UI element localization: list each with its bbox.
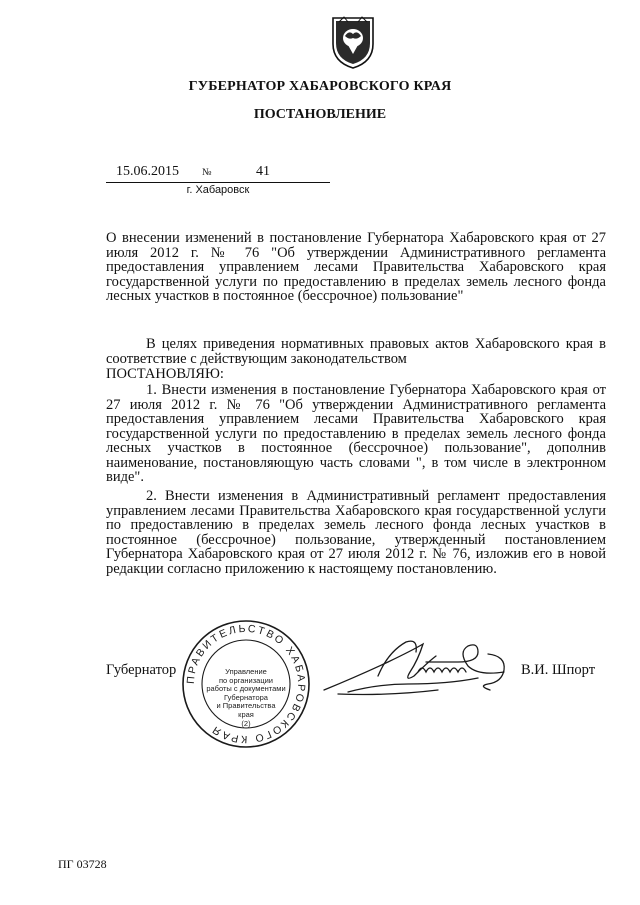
stamp-line: работы с документами: [206, 684, 286, 694]
stamp-line: Губернатора: [224, 692, 268, 702]
stamp-line: (2): [241, 718, 251, 728]
form-code: ПГ 03728: [58, 857, 107, 871]
item-1-paragraph: 1. Внести изменения в постановление Губернатора Хабаровского края от 27 июля 2012 г. № 76 "Об утверждении Административного регламента предоставления управлением лесами Правительства Хабаровского края государственной услуги по предоставлению в пределах земель лесного фонда лесных участков в постоянное (бессрочное) пользование", дополнив наименование, постановляющую часть словами ", в том числе в электронном виде".: [106, 382, 606, 485]
coat-of-arms-icon: [330, 14, 376, 70]
stamp-line: и Правительства: [216, 701, 276, 711]
date-underline: [106, 182, 330, 183]
stamp-line: Управление: [225, 667, 267, 676]
preamble-paragraph: В целях приведения нормативных правовых актов Хабаровского края в соответствие с действующим законодательством: [106, 336, 606, 367]
handwritten-signature: [318, 632, 518, 702]
authority-heading: ГУБЕРНАТОР ХАБАРОВСКОГО КРАЯ: [188, 79, 452, 94]
stamp-line: по организации: [218, 675, 274, 685]
document-city: г. Хабаровск: [186, 184, 250, 196]
item-2-paragraph: 2. Внести изменения в Административный регламент предоставления управлением лесами Правительства Хабаровского края государственной услуги по предоставлению в пределах земель лесного фонда лесных участков в постоянное (бессрочное) пользование, утвержденный постановлением Губернатора Хабаровского края от 27 июля 2012 г. № 76, изложив его в новой редакции согласно приложению к настоящему постановлению.: [106, 488, 606, 577]
document-type-heading: ПОСТАНОВЛЕНИЕ: [253, 107, 387, 122]
number-sign: №: [202, 167, 212, 178]
stamp-ring-text: ПРАВИТЕЛЬСТВО ХАБАРОВСКОГО КРАЯ: [184, 622, 308, 746]
document-date: 15.06.2015: [116, 164, 179, 179]
document-number: 41: [256, 164, 270, 179]
stamp-inner-text: [206, 668, 286, 728]
document-subject: О внесении изменений в постановление Губернатора Хабаровского края от 27 июля 2012 г. № 76 "Об утверждении Административного регламента предоставления управлением лесами Правительства Хабаровского края государственной услуги по предоставлению в пределах земель лесного фонда лесных участков в постоянное (бессрочное) пользование": [106, 230, 606, 304]
signatory-title: Губернатор: [106, 662, 177, 678]
resolve-heading: ПОСТАНОВЛЯЮ:: [106, 366, 224, 382]
stamp-line: края: [238, 709, 254, 719]
signatory-name: В.И. Шпорт: [521, 662, 596, 678]
